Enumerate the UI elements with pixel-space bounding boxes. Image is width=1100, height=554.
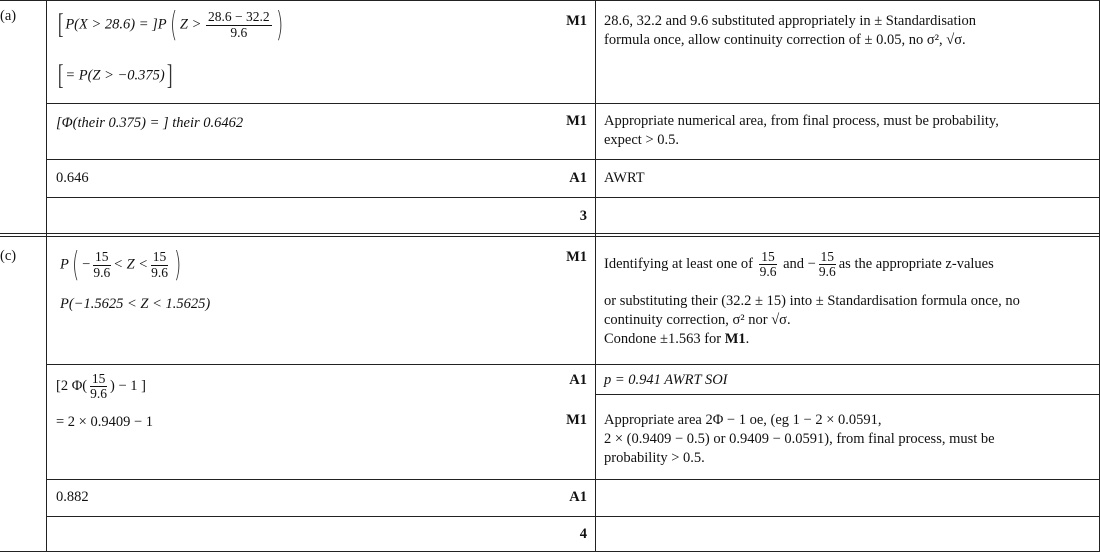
- fraction-numerator: 15: [95, 249, 109, 265]
- paren-open-icon: (: [71, 245, 80, 285]
- part-a-note-1-line2: formula once, allow continuity correction of ± 0.05, no σ², √σ.: [604, 32, 966, 48]
- fraction-numerator: 15: [761, 249, 775, 264]
- part-c-line2-text: P(−1.5625 < Z < 1.5625): [60, 296, 211, 312]
- part-a-z: Z >: [179, 16, 202, 33]
- note-fraction-2: [817, 250, 838, 279]
- part-a-mark-3: A1: [569, 170, 587, 186]
- part-c-row2-a: [2 Φ(: [56, 378, 88, 394]
- fraction-denominator: 9.6: [818, 264, 836, 280]
- fraction-denominator: 9.6: [90, 386, 108, 402]
- part-c-answer: 0.882: [56, 489, 89, 505]
- fraction-numerator: 15: [152, 249, 167, 265]
- part-c-label: (c): [0, 248, 17, 264]
- part-c-note-1-line1: [604, 250, 994, 279]
- rule: [46, 364, 1100, 365]
- note-lead: Identifying at least one of: [604, 256, 753, 272]
- fraction-denominator: 9.6: [759, 264, 777, 280]
- part-c-note-2b-line2: 2 × (0.9409 − 0.5) or 0.9409 − 0.0591), from final process, must be: [604, 431, 995, 447]
- part-a-px: P(X > 28.6) = ]: [65, 16, 158, 33]
- part-a-working-line2: [56, 62, 174, 90]
- rule-top: [0, 0, 1100, 1]
- fraction-denominator: 9.6: [93, 264, 111, 280]
- part-c-fraction-2: [149, 250, 170, 279]
- part-a-note-2-line2: expect > 0.5.: [604, 132, 680, 148]
- bracket-close-icon: ]: [166, 60, 173, 91]
- rule-section: [0, 233, 1100, 234]
- rule: [46, 159, 1100, 160]
- part-a-mark-1: M1: [566, 13, 587, 29]
- fraction-numerator: 28.6 − 32.2: [208, 9, 270, 25]
- part-a-answer: 0.646: [56, 170, 89, 186]
- part-c-mark-2a: A1: [569, 372, 587, 388]
- part-c-mark-3: A1: [569, 489, 587, 505]
- part-c-p: P: [60, 256, 69, 273]
- part-a-fraction: [206, 10, 272, 39]
- paren-close-icon: ): [275, 5, 283, 45]
- bracket-open-icon: [: [57, 60, 64, 91]
- part-c-mark-1: M1: [566, 249, 587, 265]
- part-a-pz: P: [157, 16, 167, 33]
- note-condone-mark: M1: [724, 331, 746, 347]
- part-c-fraction-1: [91, 250, 112, 279]
- part-c-row2-fraction: [88, 372, 109, 401]
- part-a-label: (a): [0, 8, 17, 24]
- note-condone-end: .: [745, 331, 750, 347]
- rule: [46, 516, 1100, 517]
- note-fraction-1: [758, 250, 779, 279]
- rule-section-double: [0, 236, 1100, 237]
- column-divider: [46, 0, 47, 552]
- part-c-row2-b: ) − 1 ]: [110, 378, 146, 394]
- part-a-note-3: AWRT: [604, 170, 645, 186]
- part-c-mark-2b: M1: [566, 412, 587, 428]
- part-c-working-row2-line2: = 2 × 0.9409 − 1: [56, 414, 154, 430]
- part-c-note-2a: [604, 372, 728, 389]
- part-c-mid: < Z <: [113, 256, 149, 273]
- fraction-denominator: 9.6: [230, 24, 248, 40]
- rule: [46, 103, 1100, 104]
- paren-close-icon: ): [173, 245, 182, 285]
- part-a-row2-text: [Φ(their 0.375) = ] their 0.6462: [56, 115, 244, 131]
- part-c-note-1-line4: [604, 331, 749, 348]
- part-a-total: 3: [579, 208, 587, 224]
- part-c-total: 4: [579, 526, 587, 542]
- part-c-note-2b-line1: Appropriate area 2Φ − 1 oe, (eg 1 − 2 × 0.0591,: [604, 412, 882, 428]
- rule: [46, 479, 1100, 480]
- note-tail: as the appropriate z-values: [838, 256, 994, 272]
- part-c-note-1-line2: or substituting their (32.2 ± 15) into ± Standardisation formula once, no: [604, 293, 1020, 309]
- fraction-denominator: 9.6: [151, 264, 168, 280]
- note-condone: Condone ±1.563 for: [604, 331, 725, 347]
- rule: [595, 394, 1100, 395]
- part-c-note-2b-line3: probability > 0.5.: [604, 450, 705, 466]
- part-a-working-line1: [56, 5, 286, 45]
- fraction-numerator: 15: [820, 249, 835, 264]
- part-a-line2-text: = P(Z > −0.375): [65, 67, 165, 84]
- rule: [46, 197, 1100, 198]
- note-and: and −: [783, 256, 816, 272]
- part-c-note-1-line3: continuity correction, σ² nor √σ.: [604, 312, 791, 328]
- part-c-working-line2: [60, 296, 210, 313]
- part-a-mark-2: M1: [566, 113, 587, 129]
- note-p-value: p = 0.941 AWRT SOI: [604, 372, 728, 388]
- part-c-working-row2-line1: [56, 372, 146, 401]
- column-divider: [595, 0, 596, 552]
- paren-open-icon: (: [169, 5, 177, 45]
- part-a-note-2-line1: Appropriate numerical area, from final process, must be probability,: [604, 113, 999, 129]
- bracket-open-icon: [: [57, 9, 64, 40]
- fraction-numerator: 15: [91, 371, 106, 386]
- part-a-working-row2: [56, 115, 243, 132]
- rule-bottom: [0, 551, 1100, 552]
- part-c-working-line1: P( − $\frac{15}{9.6}$ < Z < $\frac{15}{9.6}$ ): [60, 245, 182, 285]
- part-a-note-1-line1: 28.6, 32.2 and 9.6 substituted appropriately in ± Standardisation: [604, 13, 977, 29]
